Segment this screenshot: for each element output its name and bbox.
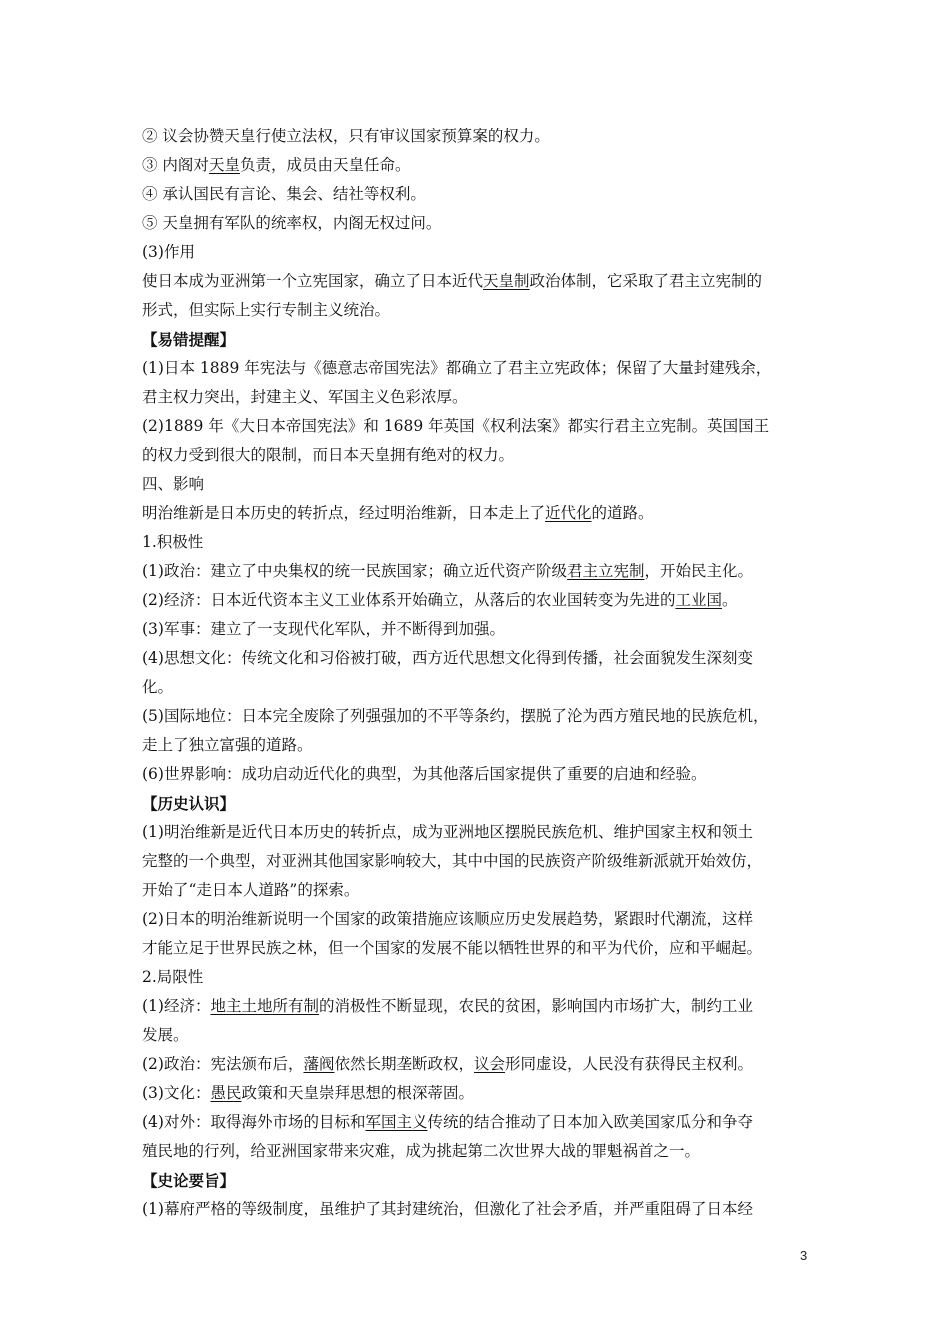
section-heading xyxy=(142,325,822,354)
text-run: 【易错提醒】 xyxy=(142,330,236,349)
page-content xyxy=(142,122,822,1224)
text-line xyxy=(142,151,822,180)
text-run: (3)文化： xyxy=(142,1084,211,1102)
text-run: (6)世界影响：成功启动近代化的典型，为其他落后国家提供了重要的启迪和经验。 xyxy=(142,765,707,783)
text-run: 2.局限性 xyxy=(142,968,204,986)
section-heading xyxy=(142,789,822,818)
text-run: (1)政治：建立了中央集权的统一民族国家；确立近代资产阶级 xyxy=(142,562,567,580)
text-line xyxy=(142,499,822,528)
text-run: 殖民地的行列，给亚洲国家带来灾难，成为挑起第二次世界大战的罪魁祸首之一。 xyxy=(142,1142,701,1160)
text-run: 发展。 xyxy=(142,1026,189,1044)
text-line xyxy=(142,992,822,1021)
text-run: (2)日本的明治维新说明一个国家的政策措施应该顺应历史发展趋势，紧跟时代潮流，这样 xyxy=(142,910,753,928)
text-run: 政治体制，它采取了君主立宪制的 xyxy=(529,272,763,290)
text-run: 依然长期垄断政权， xyxy=(334,1055,474,1073)
page-number: 3 xyxy=(800,1248,808,1263)
text-line xyxy=(142,209,822,238)
text-line xyxy=(142,267,822,296)
text-run: (3)军事：建立了一支现代化军队，并不断得到加强。 xyxy=(142,620,505,638)
text-line xyxy=(142,528,822,557)
underlined-keyword: 天皇制 xyxy=(483,272,530,290)
text-run: 才能立足于世界民族之林，但一个国家的发展不能以牺牲世界的和平为代价，应和平崛起。 xyxy=(142,939,763,957)
text-run: ③ 内阁对 xyxy=(142,156,209,174)
underlined-keyword: 军国主义 xyxy=(365,1113,428,1131)
text-run: ，开始民主化。 xyxy=(644,562,753,580)
text-run: 化。 xyxy=(142,678,174,696)
text-run: (1)幕府严格的等级制度，虽维护了其封建统治，但激化了社会矛盾，并严重阻碍了日本经 xyxy=(142,1200,753,1218)
underlined-keyword: 藩阀 xyxy=(303,1055,335,1073)
text-run: 政策和天皇崇拜思想的根深蒂固。 xyxy=(241,1084,474,1102)
text-line xyxy=(142,1137,822,1166)
text-line xyxy=(142,180,822,209)
text-line xyxy=(142,557,822,586)
text-run: 形式，但实际上实行专制主义统治。 xyxy=(142,301,391,319)
text-line xyxy=(142,963,822,992)
text-run: 1.积极性 xyxy=(142,533,204,551)
underlined-keyword: 天皇 xyxy=(208,156,240,174)
text-line xyxy=(142,1079,822,1108)
text-line xyxy=(142,238,822,267)
text-run: ⑤ 天皇拥有军队的统率权，内阁无权过问。 xyxy=(142,214,442,232)
text-line xyxy=(142,847,822,876)
text-run: 明治维新是日本历史的转折点，经过明治维新，日本走上了 xyxy=(142,504,546,522)
underlined-keyword: 近代化 xyxy=(545,504,592,522)
text-line xyxy=(142,383,822,412)
text-line xyxy=(142,1050,822,1079)
text-run: 【历史认识】 xyxy=(142,794,236,813)
text-line xyxy=(142,586,822,615)
text-line xyxy=(142,673,822,702)
text-line xyxy=(142,1195,822,1224)
text-run: (3)作用 xyxy=(142,243,195,261)
text-line xyxy=(142,876,822,905)
text-line xyxy=(142,702,822,731)
text-run: (2)经济：日本近代资本主义工业体系开始确立，从落后的农业国转变为先进的 xyxy=(142,591,676,609)
underlined-keyword: 君主立宪制 xyxy=(566,562,645,580)
text-run: 走上了独立富强的道路。 xyxy=(142,736,313,754)
text-line xyxy=(142,760,822,789)
text-run: 。 xyxy=(721,591,738,609)
text-run: 君主权力突出，封建主义、军国主义色彩浓厚。 xyxy=(142,388,468,406)
text-run: (2)1889 年《大日本帝国宪法》和 1689 年英国《权利法案》都实行君主立宪制。英国国王 xyxy=(142,417,770,435)
text-line xyxy=(142,1021,822,1050)
text-run: 开始了“走日本人道路”的探索。 xyxy=(142,881,360,899)
text-run: 四、影响 xyxy=(142,475,205,493)
text-run: (1)日本 1889 年宪法与《德意志帝国宪法》都确立了君主立宪政体；保留了大量封建残余， xyxy=(142,359,772,377)
underlined-keyword: 议会 xyxy=(474,1055,506,1073)
text-line xyxy=(142,818,822,847)
text-run: 负责，成员由天皇任命。 xyxy=(239,156,411,174)
text-run: 完整的一个典型，对亚洲其他国家影响较大，其中中国的民族资产阶级维新派就开始效仿， xyxy=(142,852,763,870)
text-run: 【史论要旨】 xyxy=(142,1171,236,1190)
text-line xyxy=(142,644,822,673)
text-line xyxy=(142,354,822,383)
underlined-keyword: 地主土地所有制 xyxy=(210,997,319,1015)
text-run: 的消极性不断显现，农民的贫困，影响国内市场扩大，制约工业 xyxy=(318,997,753,1015)
text-line xyxy=(142,412,822,441)
text-run: (1)明治维新是近代日本历史的转折点，成为亚洲地区摆脱民族危机、维护国家主权和领土 xyxy=(142,823,753,841)
text-run: 的权力受到很大的限制，而日本天皇拥有绝对的权力。 xyxy=(142,446,515,464)
text-run: (1)经济： xyxy=(142,997,211,1015)
text-run: (2)政治：宪法颁布后， xyxy=(142,1055,304,1073)
text-run: (5)国际地位：日本完全废除了列强强加的不平等条约，摆脱了沦为西方殖民地的民族危机， xyxy=(142,707,769,725)
underlined-keyword: 愚民 xyxy=(210,1084,242,1102)
text-line xyxy=(142,441,822,470)
text-run: 形同虚设，人民没有获得民主权利。 xyxy=(505,1055,754,1073)
text-run: (4)对外：取得海外市场的目标和 xyxy=(142,1113,366,1131)
text-run: ④ 承认国民有言论、集会、结社等权利。 xyxy=(142,185,426,203)
text-line xyxy=(142,934,822,963)
text-run: (4)思想文化：传统文化和习俗被打破，西方近代思想文化得到传播，社会面貌发生深刻变 xyxy=(142,649,753,667)
text-line xyxy=(142,731,822,760)
text-line xyxy=(142,296,822,325)
text-run: 的道路。 xyxy=(591,504,654,522)
text-run: ② 议会协赞天皇行使立法权，只有审议国家预算案的权力。 xyxy=(142,127,550,145)
underlined-keyword: 工业国 xyxy=(675,591,722,609)
text-line xyxy=(142,615,822,644)
text-line xyxy=(142,905,822,934)
text-line xyxy=(142,122,822,151)
text-line xyxy=(142,470,822,499)
text-run: 传统的结合推动了日本加入欧美国家瓜分和争夺 xyxy=(427,1113,753,1131)
section-heading xyxy=(142,1166,822,1195)
text-line xyxy=(142,1108,822,1137)
text-run: 使日本成为亚洲第一个立宪国家，确立了日本近代 xyxy=(142,272,484,290)
